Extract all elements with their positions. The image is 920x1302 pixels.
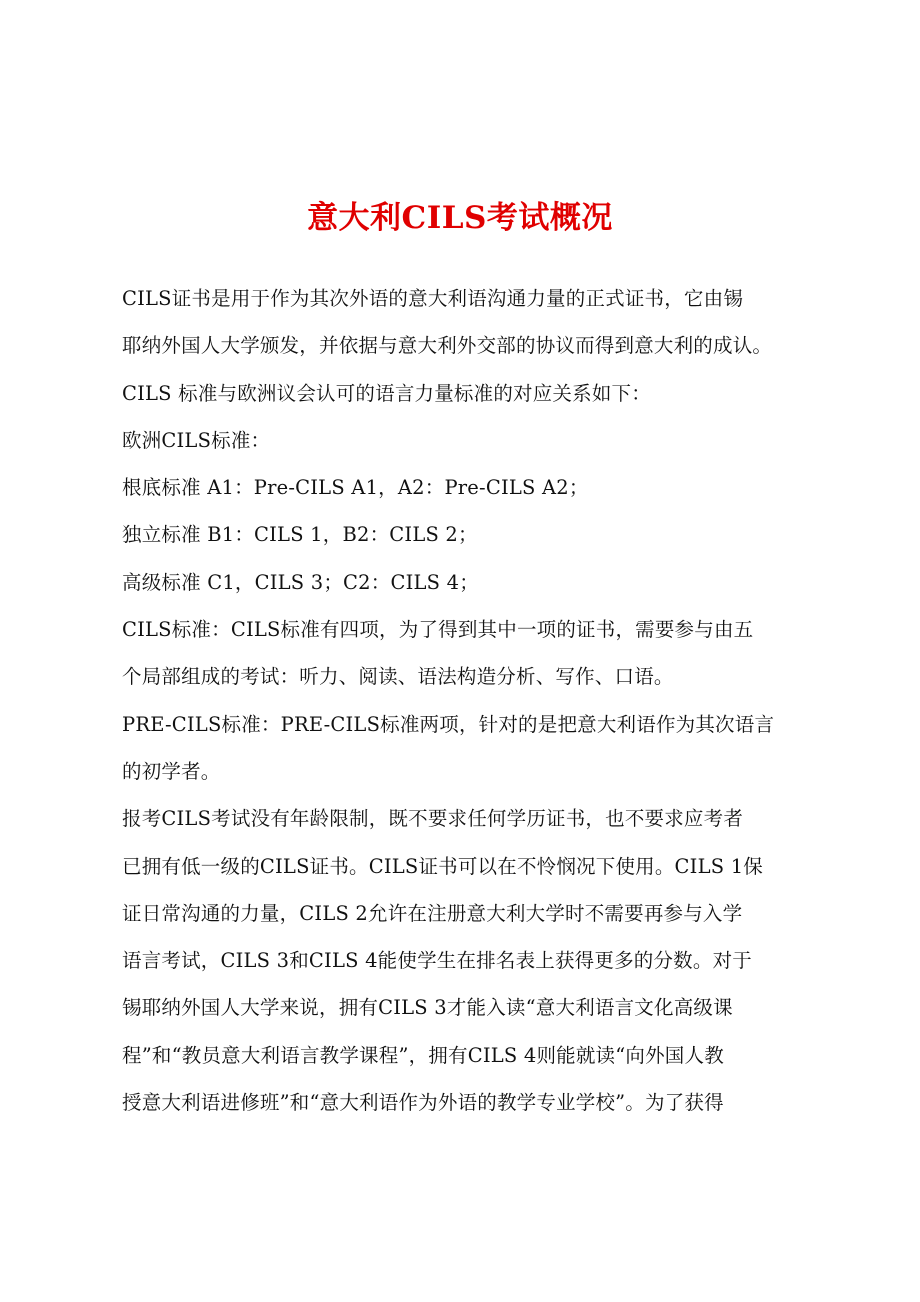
body-line: 根底标准 A1：Pre-CILS A1，A2：Pre-CILS A2； bbox=[122, 476, 589, 500]
document-body bbox=[122, 275, 822, 1126]
body-line: 个局部组成的考试：听力、阅读、语法构造分析、写作、口语。 bbox=[122, 665, 674, 689]
body-line: 程”和“教员意大利语言教学课程”，拥有CILS 4则能就读“向外国人教 bbox=[122, 1043, 724, 1067]
body-line: 授意大利语进修班”和“意大利语作为外语的教学专业学校”。为了获得 bbox=[122, 1091, 724, 1115]
body-line: CILS 标准与欧洲议会认可的语言力量标准的对应关系如下： bbox=[122, 381, 651, 405]
body-line: 高级标准 C1，CILS 3；C2：CILS 4； bbox=[122, 570, 479, 594]
document-title: 意大利CILS考试概况 bbox=[307, 200, 613, 236]
body-line: 已拥有低一级的CILS证书。CILS证书可以在不怜悯况下使用。CILS 1保 bbox=[122, 854, 763, 878]
body-line: 的初学者。 bbox=[122, 759, 221, 783]
body-line: CILS证书是用于作为其次外语的意大利语沟通力量的正式证书，它由锡 bbox=[122, 287, 744, 310]
body-line: 锡耶纳外国人大学来说，拥有CILS 3才能入读“意大利语言文化高级课 bbox=[122, 996, 733, 1020]
body-line: 独立标准 B1：CILS 1，B2：CILS 2； bbox=[122, 523, 478, 547]
body-line: 报考CILS考试没有年龄限制，既不要求任何学历证书，也不要求应考者 bbox=[122, 807, 744, 831]
body-line: 欧洲CILS标准： bbox=[122, 428, 271, 452]
body-line: PRE-CILS标准：PRE-CILS标准两项，针对的是把意大利语作为其次语言 bbox=[122, 712, 775, 736]
body-line: 耶纳外国人大学颁发，并依据与意大利外交部的协议而得到意大利的成认。 bbox=[122, 334, 773, 358]
body-line: CILS标准：CILS标准有四项，为了得到其中一项的证书，需要参与由五 bbox=[122, 618, 754, 642]
body-line: 证日常沟通的力量，CILS 2允许在注册意大利大学时不需要再参与入学 bbox=[122, 901, 743, 925]
body-line: 语言考试，CILS 3和CILS 4能使学生在排名表上获得更多的分数。对于 bbox=[122, 949, 752, 973]
